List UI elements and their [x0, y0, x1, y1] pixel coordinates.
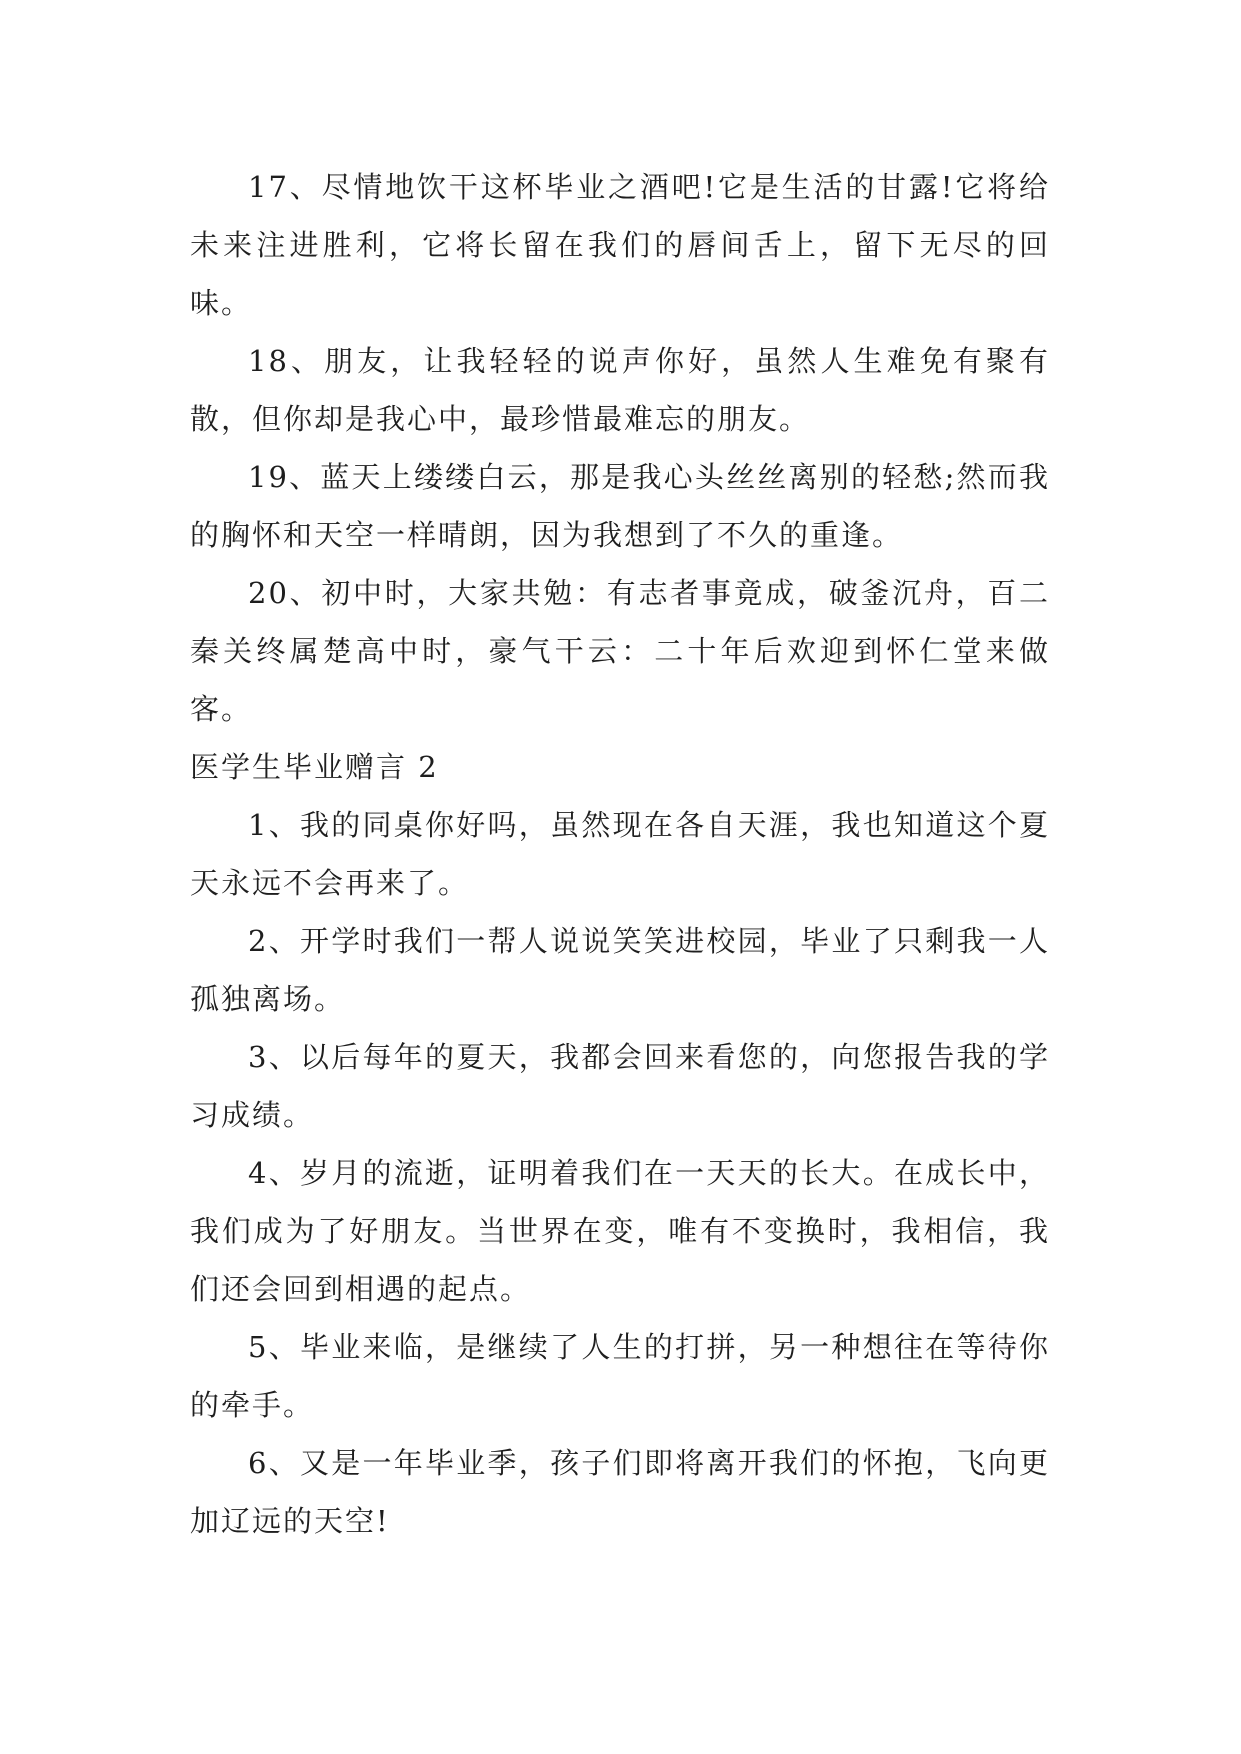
section-paragraph-4: 4、岁月的流逝，证明着我们在一天天的长大。在成长中，我们成为了好朋友。当世界在变，唯有不变换时，我相信，我们还会回到相遇的起点。	[190, 1156, 1050, 1306]
section-paragraph-2: 2、开学时我们一帮人说说笑笑进校园，毕业了只剩我一人孤独离场。	[190, 924, 1050, 1016]
section-heading: 医学生毕业赠言 2	[190, 750, 439, 784]
section-paragraph-3: 3、以后每年的夏天，我都会回来看您的，向您报告我的学习成绩。	[190, 1040, 1050, 1132]
paragraph-19: 19、蓝天上缕缕白云，那是我心头丝丝离别的轻愁;然而我的胸怀和天空一样晴朗，因为我想到了不久的重逢。	[190, 460, 1050, 552]
page-content	[190, 158, 1050, 1550]
paragraph-18: 18、朋友，让我轻轻的说声你好，虽然人生难免有聚有散，但你却是我心中，最珍惜最难忘的朋友。	[190, 344, 1050, 436]
paragraph-17: 17、尽情地饮干这杯毕业之酒吧!它是生活的甘露!它将给未来注进胜利，它将长留在我们的唇间舌上，留下无尽的回味。	[190, 170, 1050, 320]
section-paragraph-1: 1、我的同桌你好吗，虽然现在各自天涯，我也知道这个夏天永远不会再来了。	[190, 808, 1050, 900]
section-paragraph-6: 6、又是一年毕业季，孩子们即将离开我们的怀抱，飞向更加辽远的天空!	[190, 1446, 1050, 1538]
paragraph-20: 20、初中时，大家共勉：有志者事竟成，破釜沉舟，百二秦关终属楚高中时，豪气干云：二十年后欢迎到怀仁堂来做客。	[190, 576, 1050, 726]
section-paragraph-5: 5、毕业来临，是继续了人生的打拼，另一种想往在等待你的牵手。	[190, 1330, 1050, 1422]
